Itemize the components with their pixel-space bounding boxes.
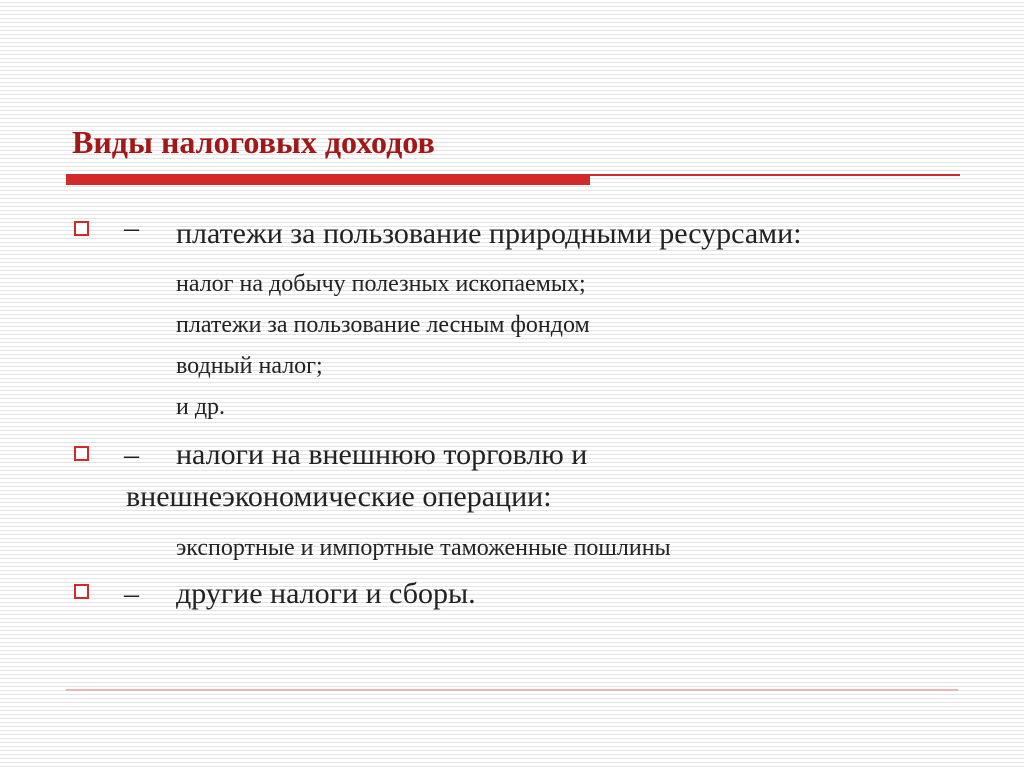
bullet-square-icon: [74, 584, 89, 599]
bullet-square-icon: [74, 446, 89, 461]
title-underline-thick: [66, 174, 590, 185]
sub-bullet-text: налог на добычу полезных ископаемых;: [176, 271, 586, 297]
bullet-text-continued: внешнеэкономические операции:: [126, 480, 552, 513]
sub-bullet-text: экспортные и импортные таможенные пошлины: [176, 535, 671, 561]
bullet-text: другие налоги и сборы.: [176, 577, 476, 610]
sub-bullet-text: и др.: [176, 394, 226, 420]
sub-bullet-text: водный налог;: [176, 353, 323, 379]
slide-title: Виды налоговых доходов: [72, 124, 435, 160]
title-underline-thin: [590, 174, 960, 176]
bullet-dash: –: [124, 438, 139, 471]
footer-divider: [66, 689, 958, 691]
bullet-dash: –: [124, 577, 139, 610]
bullet-text: платежи за пользование природными ресурсами:: [176, 217, 802, 250]
sub-bullet-text: платежи за пользование лесным фондом: [176, 312, 590, 338]
bullet-dash: –: [124, 211, 139, 244]
bullet-text: налоги на внешнюю торговлю и: [176, 438, 588, 471]
bullet-square-icon: [74, 221, 89, 236]
